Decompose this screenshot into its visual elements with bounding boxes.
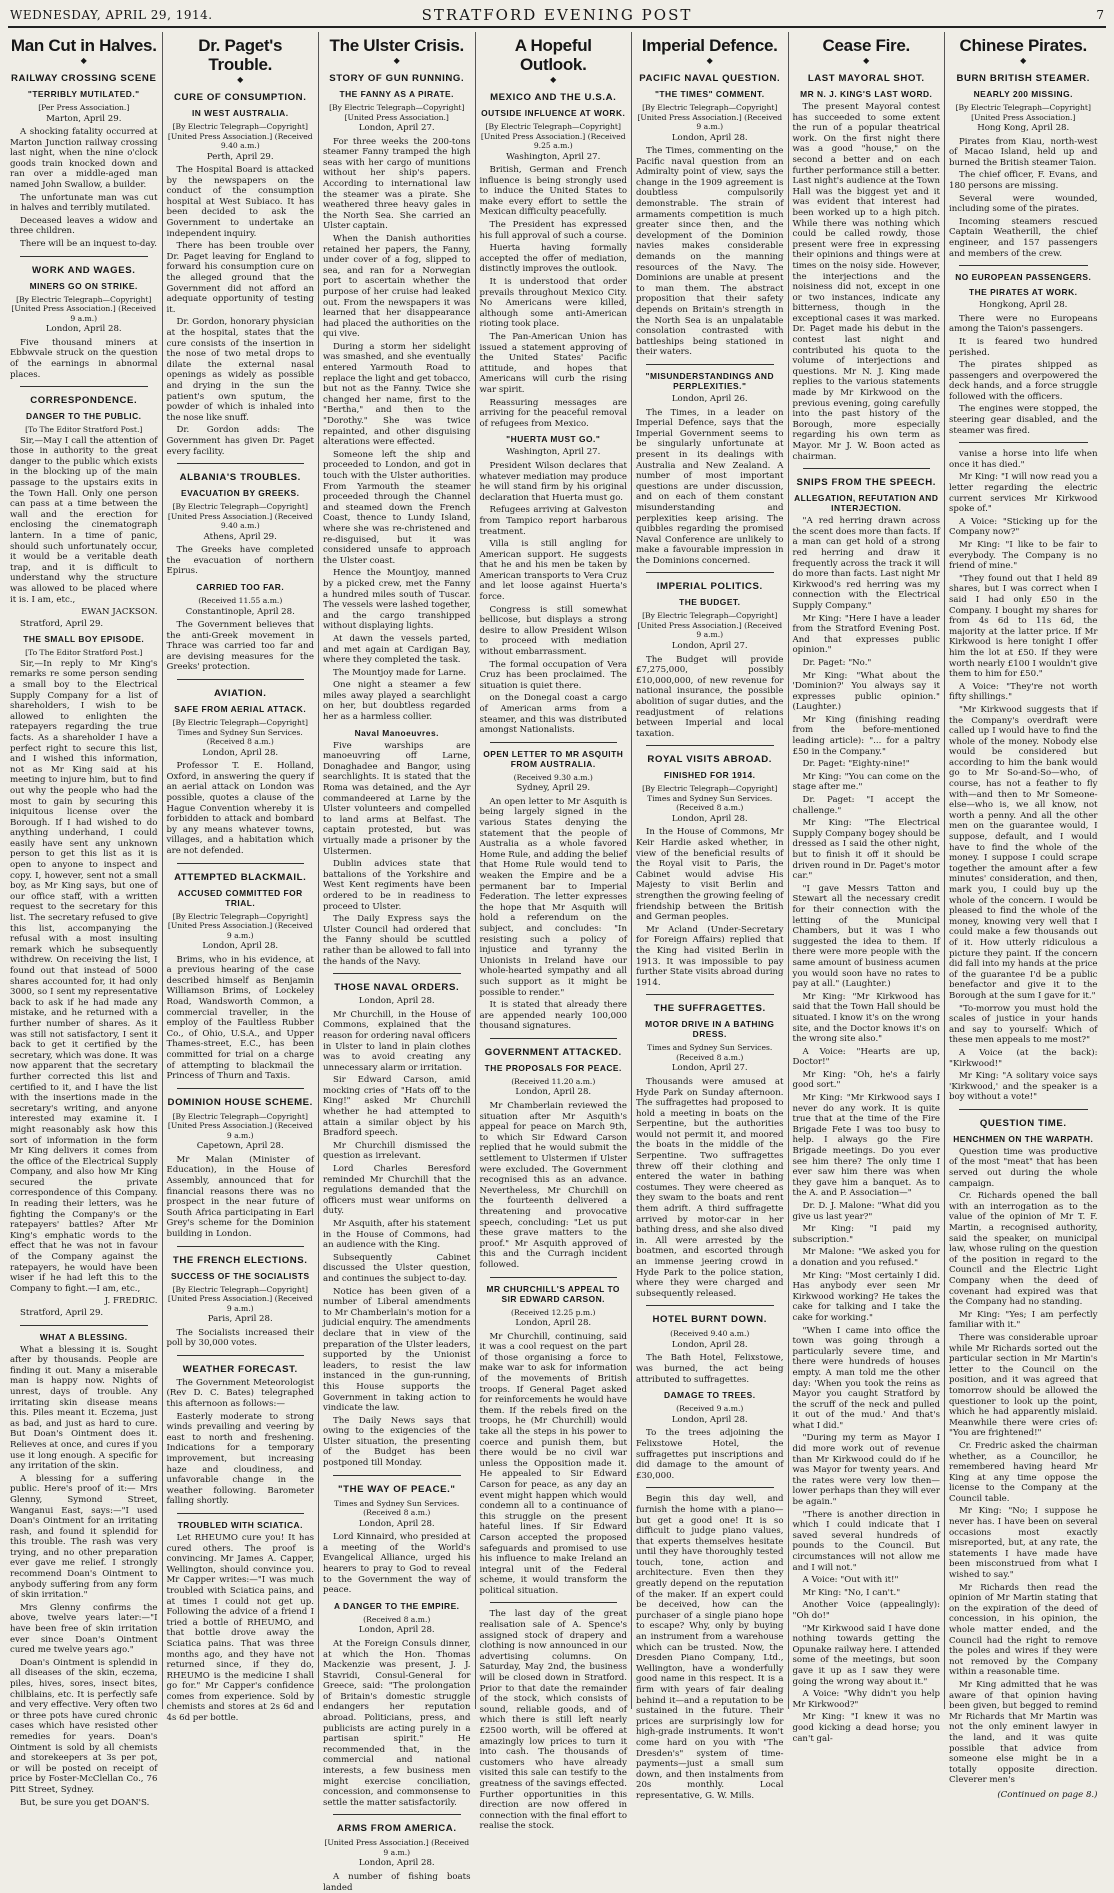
paragraph: "During my term as Mayor I did more work out of revenue than Mr Kirkwood could do if he was Mayor for twenty years. And the rates were very low then—lower perhaps than they will ever be again.": [792, 1433, 940, 1508]
paragraph: Dublin advices state that battalions of the Yorkshire and West Kent regiments have been ordered to be in readiness to proceed to Ulster.: [323, 859, 471, 912]
paragraph: Lord Kinnaird, who presided at a meeting of the World's Evangelical Alliance, urged his hearers to pray to God to reveal to the Government the way of peace.: [323, 1532, 471, 1596]
dateline: Paris, April 28.: [207, 1314, 273, 1325]
paragraph: Mr King admitted that he was aware of that opinion having been given, but begged to remind Mr Richards that Mr Martin was not the only eminent lawyer in the land, and it was quite possible that advice from someone else might be in a totally opposite direction. Cleverer men's: [949, 1679, 1098, 1786]
news-credit: (Received 9 a.m.): [676, 1404, 744, 1414]
dateline: London, April 28.: [358, 1518, 435, 1529]
article-headline: Cease Fire.: [822, 36, 910, 55]
ornament: ◆: [393, 56, 400, 65]
paragraph: Refugees arriving at Galveston from Tampico report harbarous treatment.: [479, 505, 627, 537]
dateline: Perth, April 29.: [206, 151, 274, 162]
divider: [646, 572, 774, 573]
column-3: [319, 32, 476, 1893]
divider: [177, 1246, 305, 1247]
news-credit: [By Electric Telegraph—Copyright] [United Press Association.] (Received 9.25 a.m.): [480, 122, 626, 150]
masthead: [8, 4, 1106, 28]
signature: EWAN JACKSON.: [81, 607, 158, 618]
divider: [177, 1355, 305, 1356]
column-1: [6, 32, 163, 1808]
paragraph: To the trees adjoining the Felixstowe Hotel, the suffragettes put inscriptions and did damage to the amount of £30,000.: [636, 1428, 784, 1481]
column-7: [945, 32, 1102, 1800]
paragraph: Begin this day well, and furnish the home with a piano—but get a good one! It is so difficult to judge piano values, that experts themselves hesitate until they have thoroughly tested touch, tone, action and architecture. Even then they greatly depend on the reputation of the maker. If an expert could be deceived, how can the purchaser of a single piano hope to escape? Why, only by buying an instrument from a warehouse which can be trusted. Now, the Dresden Piano Company, Ltd., Wellington, have a wonderfully good name in this respect. It is a firm with years of fair dealing behind it—and a reputation to be sustained in the future. Their prices are surprisingly low for high-grade instruments. It won't come hard on you with "The Dresden's" system of time-payments—just a small sum down, and then instalments from 20s monthly. Local representative, G. W. Mills.: [636, 1494, 784, 1801]
paragraph: Mr King: "Yes; I am perfectly familiar with it.": [949, 1309, 1098, 1331]
paragraph: A Voice: "Sticking up for the Company now?": [949, 516, 1098, 538]
news-credit: Times and Sydney Sun Services. (Received 8 a.m.): [647, 1043, 773, 1062]
column-5: [632, 32, 789, 1801]
paragraph: But, be sure you get DOAN'S.: [20, 1797, 150, 1808]
ornament: ◆: [863, 56, 870, 65]
subheading: "TERRIBLY MUTILATED.": [27, 89, 140, 99]
ornament: ◆: [80, 56, 87, 65]
paragraph: In the House of Commons, Mr Keir Hardie asked whether, in view of the beneficial results of the Royal visit to Paris, the Cabinet would advise His Majesty to visit Berlin and strengthen the growing feeling of friendship between the British and German peoples.: [636, 827, 784, 923]
divider: [177, 679, 305, 680]
paragraph: The Times, in a leader on Imperial Defence, says that the Imperial Government seems to be singularly unfortunate at present in its dealings with Australia and New Zealand. A number of most important questions are under discussion, and on each of them constant misunderstanding and perplexities keep arising. The quibbles regarding the promised Naval Conference are unlikely to make a favourable impression in the Dominions concerned.: [636, 407, 784, 566]
paragraph: Question time was productive of the most "meat" that has been served out during the whole campaign.: [949, 1146, 1098, 1189]
section-heading: QUESTION TIME.: [979, 1117, 1067, 1129]
paragraph: "There is another direction in which I could indicate that I saved several hundreds of pounds to the Council. But circumstances will not allow me and I will not.": [792, 1509, 940, 1573]
news-credit: [By Electric Telegraph—Copyright] [United Press Association.] (Received 9 a.m.): [167, 911, 313, 940]
paragraph: The President has expressed his full approval of such a course.: [479, 220, 627, 241]
dateline: London, April 28.: [671, 132, 748, 143]
news-credit: [By Electric Telegraph—Copyright] [United Press Association.] (Received 9 a.m.): [167, 1111, 313, 1140]
paragraph: A Voice: "Out with it!": [802, 1575, 899, 1586]
dateline: London, April 28.: [358, 1858, 435, 1869]
column-6: [789, 32, 946, 1744]
paragraph: The Pan-American Union has issued a statement approving of the United States' Pacific attitude, and hopes that Americans will curb the rising war spirit.: [479, 332, 627, 395]
paragraph: At the Foreign Consuls dinner, at which the Hon. Thomas Mackenzie was present, J. J. Stavridi, Consul-General for Greece, said: "The prolongation of Britain's domestic struggle endangers her reputation abroad. Politicians, press, and publicists are acting purely in a partisan spirit." He recommended that, in the commercial and national interests, a few business men might exercise conciliation, concession, and commonsense to settle the matter satisfactorily.: [323, 1638, 471, 1808]
news-credit: [By Electric Telegraph—Copyright] [United Press Association.] (Received 9 a.m.): [167, 1284, 313, 1313]
subheading: WHAT A BLESSING.: [39, 1331, 128, 1342]
paragraph: "I gave Messrs Tatton and Stewart all the necessary credit for their connection with the letting of the Municipal Chambers, but it was I who suggested the idea to them. If there were more people with the same amount of business acumen you would soon have no rates to pay at all." (Laughter.): [792, 883, 940, 990]
subheading: "THE TIMES" COMMENT.: [654, 89, 765, 99]
paragraph: What a blessing it is. Sought after by thousands. People are finding it out. Many a miserable man is happy now. Nights of unrest, days of trouble. Any irritating skin disease means this. Piles meant it. Eczema, just as bad, and just as hard to cure. But Doan's Ointment does it. Relieves at once, and cures if you use it long enough. A specific for any irritation of the skin.: [10, 1344, 158, 1472]
divider: [20, 1325, 148, 1326]
paragraph: Mr King: "No; I suppose he never has. I have been on several occasions most exactly misreported, but, at any rate, the statements I have made have been misconstrued from what I wished to say.": [949, 1506, 1098, 1581]
news-credit: [By Electric Telegraph—Copyright] [United Press Association.]: [955, 103, 1091, 122]
subheading: NEARLY 200 MISSING.: [973, 89, 1073, 99]
paragraph: Dr. D. J. Malone: "What did you give us last year?": [792, 1201, 940, 1222]
divider: [490, 742, 618, 743]
news-credit: [By Electric Telegraph—Copyright] [United Press Association.] (Received 9 a.m.): [637, 103, 783, 131]
paragraph: Mr King: "I like to be fair to everybody. The Company is no friend of mine.": [949, 540, 1098, 572]
subheading: OUTSIDE INFLUENCE AT WORK.: [481, 108, 626, 118]
paragraph: The Times, commenting on the Pacific naval question from an Admiralty point of view, says the change in the 1909 agreement is doubtless compulsorily demonstrable. The strain of armaments competition is much greater since then, and the development of the Dominion navies makes considerable demands on the manning resources of the Navy. The Dominions are unable at present to man them. The abstract proposition that their safety depends on Britain's strength in the North Sea is an unpalatable consolation contrasted with battleships being stationed in their waters.: [636, 146, 784, 358]
divider: [333, 973, 461, 974]
paragraph: Sir Edward Carson, amid mocking cries of "Hats off to the King!" asked Mr Churchill whether he had attempted to attain a similar object by his Bradford speech.: [323, 1075, 471, 1139]
section-heading: ALBANIA'S TROUBLES.: [179, 472, 301, 484]
paragraph: A blessing for a suffering public. Here's proof of it:— Mrs Glenny, Symond Street, Wanganui East, says:—"I used Doan's Ointment for an irritating rash, and found it splendid for this trouble. The rash was very trying, and no other preparation ever gave me relief. I strongly recommend Doan's Ointment to anybody suffering from any form of skin irritation.": [10, 1473, 158, 1601]
subheading: "MISUNDERSTANDINGS AND PERPLEXITIES.": [645, 370, 774, 391]
paragraph: There were no Europeans among the Taion's passengers.: [949, 313, 1098, 335]
news-credit: (Received 11.20 a.m.): [511, 1076, 596, 1086]
paragraph: Hence the Mountjoy, manned by a picked crew, met the Fanny a hundred miles south of Tuscar. The vessels were lashed together, and the cargo transhipped without displaying lights.: [323, 568, 471, 632]
dateline: London, April 27.: [671, 640, 748, 651]
continuation-note: (Continued on page 8.): [997, 1789, 1098, 1800]
dateline: Washington, April 27.: [506, 447, 601, 458]
paragraph: Mr King: "Most certainly I did. Has anybody ever seen Mr Kirkwood working? He takes the cake for talking and I take the cake for working.": [792, 1270, 940, 1323]
divider: [333, 1814, 461, 1815]
article-headline: Man Cut in Halves.: [10, 36, 157, 55]
paragraph: vanise a horse into life when once it has died.": [949, 449, 1098, 470]
subheading: OPEN LETTER TO MR ASQUITH FROM AUSTRALIA.: [483, 748, 624, 769]
news-credit: (Received 9.30 a.m.): [513, 772, 593, 782]
ornament: ◆: [706, 56, 713, 65]
paragraph: A Voice: "Why didn't you help Mr Kirkwood?": [792, 1689, 940, 1710]
divider: [646, 994, 774, 995]
divider: [646, 745, 774, 746]
paragraph: Brims, who in his evidence, at a previous hearing of the case described himself as Benjamin Williamson Brims, of Lockeley Road, Wandsworth Common, a commercial traveller, in the employ of the Faultless Rubber Co., of Ohio, U.S.A., and Upper Thames-street, E.C., has been committed for trial on a charge of attempting to blackmail the Princess of Thurn and Taxis.: [166, 954, 314, 1082]
section-heading: RAILWAY CROSSING SCENE: [11, 73, 157, 84]
news-credit: (Received 9.40 a.m.): [670, 1329, 750, 1339]
section-heading: WORK AND WAGES.: [31, 264, 136, 276]
subheading: SUCCESS OF THE SOCIALISTS: [170, 1270, 310, 1281]
paragraph: Cr. Richards opened the ball with an interrogation as to the value of the opinion of Mr T. F. Martin, a recognised authority, said the speaker, on municipal law, whose ruling on the question of the position in regard to the Council and the Electric Light Company when the deed of covenant had expired was that the Company had no standing.: [949, 1191, 1098, 1308]
dateline: London, April 28.: [45, 324, 122, 335]
divider: [959, 265, 1088, 266]
dateline: London, April 26.: [671, 393, 748, 404]
subheading: SAFE FROM AERIAL ATTACK.: [174, 704, 307, 715]
divider: [177, 1088, 305, 1089]
paragraph: The unfortunate man was cut in halves and terribly mutilated.: [10, 192, 158, 214]
section-heading: THE FRENCH ELECTIONS.: [172, 1254, 308, 1266]
paragraph: The Daily Express says the Ulster Council had ordered that the Fanny should be scuttled rather than be allowed to fall into the hands of the Navy.: [323, 914, 471, 967]
subheading: HENCHMEN ON THE WARPATH.: [953, 1133, 1094, 1144]
paragraph: A Voice (at the back): "Kirkwood!": [949, 1047, 1098, 1069]
paragraph: "Mr Kirkwood suggests that if the Company's overdraft were called up I would have to find the whole of the money. Nobody else would be considered but according to him the bank would go to Mr So-and-So—who, of course, has not a feather to fly with—and then to Mr Someone-else—who is, we all know, not worth a penny. And all the other men on the guarantee would, I suppose, default, and I would have to find the whole of the money. I suppose I could scrape together the amount after a few minutes' consideration, and then, mark you, I could buy up the whole of the concern. I would be pleased to find the whole of the money, knowing very well that I could make a few thousands out of it. How utterly ridiculous a picture they paint. If the concern did fall into my hands at the price of the guarantee I'd be a public benefactor and give it to the Borough at the sum I gave for it.": [949, 704, 1098, 1001]
news-credit: [To The Editor Stratford Post.]: [25, 648, 143, 658]
section-heading: SNIPS FROM THE SPEECH.: [796, 477, 937, 489]
paragraph: The Daily News says that owing to the exigencies of the Ulster situation, the presenting of the Budget has been postponed till Monday.: [323, 1415, 471, 1469]
paragraph: Professor T. E. Holland, Oxford, in answering the query if an aerial attack on London was possible, quotes a clause of the Hague Convention whereby it is forbidden to attack and bombard by any means whatever towns, villages, and a habitation which are not defended.: [166, 761, 314, 856]
paragraph: Mr King (finishing reading from the before-mentioned leading article): "... for a paltry £50 in the Company.": [792, 714, 940, 757]
subheading: TROUBLED WITH SCIATICA.: [177, 1519, 303, 1530]
paragraph: Dr. Paget: "Eighty-nine!": [802, 759, 910, 770]
paragraph: One night a steamer a few miles away played a searchlight on her, but doubtless regarded her as a harmless collier.: [323, 680, 471, 723]
paragraph: Mr King: "What about the 'Dominion?' You always say it expresses public opinion." (Laughter.): [792, 670, 940, 713]
dateline: London, April 27.: [358, 123, 435, 133]
paragraph: For three weeks the 200-tons steamer Fanny tramped the high seas with her cargo of munitions without her ship's papers. According to international law the steamer was a pirate. She weathered three heavy gales in the North Sea. She carried an Ulster captain.: [323, 136, 471, 232]
paragraph: The pirates shipped as passengers and overpowered the deck hands, and a force struggle followed with the officers.: [949, 360, 1098, 402]
paragraph: The present Mayoral contest has succeeded to some extent the run of a popular theatrical work. On the first night there was a good "house," on the second a better and on each further performance still a better. Last night's audience at the Town Hall was the biggest yet and it was evident that interest had been worked up to a high pitch. While there was nothing which could be called rowdy, those present were free in expressing their opinions and things were at times on the noisy side. However, the interjections and the noisiness did not, except in one or two instances, indicate any bitterness, though in the exceptional cases it was marked. Dr. Paget made his debut in the contest last night and contributed his quota to the volume of interjections and questions. Mr N. J. King made replies to the various statements made by Mr Kirkwood on the previous evening, going carefully into the past history of the Borough, more especially regarding his own term as Mayor. Mr J. W. Boon acted as chairman.: [792, 102, 941, 462]
paragraph: When the Danish authorities retained her papers, the Fanny, under cover of a fog, slipped to sea, and ran for a Norwegian port to ascertain whether the purpose of her cruise had leaked out. From the newspapers it was learned that her disappearance had placed the authorities on the qui vive.: [323, 233, 471, 340]
paragraph: Reassuring messages are arriving for the peaceful removal of refugees from Mexico.: [479, 397, 627, 429]
subheading: ACCUSED COMMITTED FOR TRIAL.: [177, 887, 303, 908]
subheading: THE BUDGET.: [679, 597, 741, 608]
dateline: Hongkong, April 28.: [979, 300, 1068, 311]
section-heading: AVIATION.: [214, 688, 267, 700]
article-headline: Chinese Pirates.: [959, 36, 1087, 55]
paragraph: "When I came into office the town was going through a particularly severe time, and there were hundreds of houses empty. A man told me the other day: 'When you took the reins as Mayor you caught Stratford by the scruff of the neck and pulled it out of the mud.' And that's what I did.": [792, 1325, 940, 1431]
news-credit: [By Electric Telegraph—Copyright] [United Press Association.] (Received 9 a.m.): [11, 294, 157, 323]
dateline: London, April 28.: [671, 1339, 748, 1350]
paragraph: Mr King: "I will now read you a letter regarding the electric current services Mr Kirkwood spoke of.": [949, 472, 1098, 515]
paragraph: Someone left the ship and proceeded to London, and got in touch with the Ulster authorities. From Yarmouth the steamer proceeded through the Channel and steamed down the French Coast, thence to Lundy Island, where she was re-christened and re-disguised, but it was considered unsafe to approach the Ulster coast.: [323, 449, 471, 566]
paragraph: Stratford, April 29.: [20, 1308, 104, 1318]
subheading: MR CHURCHILL'S APPEAL TO SIR EDWARD CARSON.: [486, 1283, 620, 1304]
paragraph: "A red herring drawn across the scent does more than facts. If a man can get hold of a strong red herring and draw it frequently across the track it will do more than facts. Last night Mr Kirkwood's red herring was my connection with the Electrical Supply Company.": [792, 516, 940, 611]
paragraph: The Government Meteorologist (Rev D. C. Bates) telegraphed this afternoon as follows:—: [166, 1377, 314, 1410]
section-heading: IMPERIAL POLITICS.: [656, 581, 763, 593]
section-heading: STORY OF GUN RUNNING.: [329, 73, 465, 84]
dateline: Constantinople, April 28.: [185, 606, 295, 617]
paragraph: Dr. Gordon adds: The Government has given Dr. Paget every facility.: [166, 425, 314, 457]
paragraph: A shocking fatality occurred at Marton Junction railway crossing last night, when the nine o'clock goods train knocked down and ran over a middle-aged man named John Swallow, a builder.: [10, 127, 158, 191]
news-credit: Times and Sydney Sun Services. (Received 8 a.m.): [334, 1498, 460, 1518]
paragraph: The Budget will provide £7,275,000, possibly £10,000,000, of new revenue for national insurance, the possible abolition of sugar duties, and the readjustment of relations between Imperial and local taxation.: [636, 654, 784, 739]
paragraph: It is feared two hundred perished.: [949, 336, 1098, 358]
paragraph: Mr King: "Oh, he's a fairly good sort.": [792, 1069, 940, 1091]
paragraph: Subsequently Cabinet discussed the Ulster question, and continues the subject to-day.: [323, 1252, 471, 1284]
paragraph: There was considerable uproar while Mr Richards sorted out the particular section in Mr Martin's letter to the Council on the position, and it was agreed that tomorrow should be allowed the questioner to look up the point, which he had apparently mislaid. Meanwhile there were cries of: "You are frightened!": [949, 1332, 1098, 1439]
dateline: Capetown, April 28.: [196, 1141, 284, 1152]
paragraph: A Voice: "Hearts are up, Doctor!": [792, 1046, 940, 1068]
paragraph: Five thousand miners at Ebbwvale struck on the question of the earnings in abnormal places.: [10, 337, 158, 380]
dateline: London, April 28.: [515, 1318, 592, 1329]
news-credit: [By Electric Telegraph—Copyright] Times and Sydney Sun Services. (Received 8 a.m.): [172, 718, 308, 747]
paragraph: Thousands were amused at Hyde Park on Sunday afternoon. The suffragettes had proposed to hold a meeting in boats on the Serpentine, but the authorities would not permit it, and moored the boats in the middle of the Serpentine. Two suffragettes threw off their clothing and entered the water in bathing costumes. They were cheered as they swam to the boats and rent them adrift. A third suffragette arrived by motor-car in her bathing dress, and she also dived in. All were arrested by the boatmen, and escorted through an immense jeering crowd in Hyde Park to the police station, where they were charged and subsequently released.: [636, 1076, 784, 1299]
subheading: EVACUATION BY GREEKS.: [181, 488, 300, 499]
news-credit: (Received 12.25 p.m.): [511, 1307, 596, 1317]
paragraph: The Mountjoy made for Larne.: [333, 667, 467, 678]
paragraph: The Government believes that the anti-Greek movement in Thrace was carried too far and are devising measures for the Greeks' protection.: [166, 620, 314, 673]
paragraph: The chief officer, F. Evans, and 180 persons are missing.: [949, 170, 1098, 191]
divider: [20, 386, 148, 387]
paragraph: "To-morrow you must hold the scales of justice in your hands and say to yourself: Which of these men appeals to me most?": [949, 1003, 1098, 1046]
columns: [6, 32, 1108, 1893]
paragraph: Mr Malone: "We asked you for a donation and you refused.": [792, 1247, 940, 1268]
paragraph: Huerta having formally accepted the offer of mediation, distinctly improves the outlook.: [479, 243, 627, 275]
dateline: London, April 28.: [358, 1625, 435, 1636]
paragraph: Let RHEUMO cure you! It has cured others. The proof is convincing. Mr James A. Capper, Wellington, should convince you. Mr Capper writes:—"I was much troubled with Sciatica pains, and at times I could not get up. Following the advice of a friend I tried a bottle of RHEUMO, and that bottle drove away the Sciatica pains. That was three months ago, and they have not returned since, if they do, RHEUMO is the medicine I shall go for." Mr Capper's confidence comes from experience. Sold by chemists and stores at 2s 6d and 4s 6d per bottle.: [166, 1532, 314, 1724]
section-heading: WEATHER FORECAST.: [182, 1363, 298, 1375]
section-heading: CURE OF CONSUMPTION.: [174, 92, 307, 103]
divider: [177, 463, 305, 464]
subheading: "HUERTA MUST GO.": [506, 434, 601, 445]
news-credit: [Per Press Association.]: [38, 103, 130, 112]
subheading: THE FANNY AS A PIRATE.: [339, 89, 454, 99]
paragraph: Mr King: "A solitary voice says 'Kirkwood,' and the speaker is a boy without a vote!": [949, 1071, 1098, 1103]
paragraph: Stratford, April 29.: [20, 618, 104, 629]
paragraph: The Bath Hotel, Felixstowe, was burned, the act being attributed to suffragettes.: [636, 1353, 784, 1385]
section-heading: LAST MAYORAL SHOT.: [807, 73, 925, 84]
paragraph: Dr. Paget: "No.": [802, 657, 872, 668]
article-headline: A Hopeful Outlook.: [514, 36, 592, 74]
section-heading: GOVERNMENT ATTACKED.: [484, 1046, 622, 1058]
paragraph: The Greeks have completed the evacuation of northern Epirus.: [166, 545, 314, 577]
paragraph: It is understood that order prevails throughout Mexico City. No Americans were killed, although some anti-American rioting took place.: [479, 277, 627, 330]
section-heading: HOTEL BURNT DOWN.: [652, 1314, 767, 1326]
divider: [177, 863, 305, 864]
dateline: Hong Kong, April 28.: [977, 123, 1070, 133]
newspaper-title: STRATFORD EVENING POST: [421, 6, 693, 24]
paragraph: Mr Richards then read the opinion of Mr Martin stating that on the expiration of the deed of concession, in his opinion, the whole matter ended, and the Council had the right to remove the poles and wires if they were not removed by the Company within a reasonable time.: [949, 1582, 1098, 1678]
paragraph: Easterly moderate to strong winds prevailing and veering by east to north and freshening. Indications for a temporary improvement, but increasing haze and cloudiness, and unfavorable change in the weather following. Barometer falling shortly.: [166, 1411, 314, 1507]
section-heading: THE SUFFRAGETTES.: [653, 1003, 766, 1015]
dateline: Washington, April 27.: [506, 151, 601, 162]
section-heading: DOMINION HOUSE SCHEME.: [167, 1096, 313, 1108]
section-heading: PACIFIC NAVAL QUESTION.: [639, 73, 781, 84]
paragraph: Mr King: "No, I can't.": [802, 1587, 901, 1598]
subheading: NO EUROPEAN PASSENGERS.: [955, 272, 1092, 283]
paragraph: Mr Malan (Minister of Education), in the House of Assembly, announced that for financial reasons there was no prospect in the near future of South Africa participating in Earl Grey's scheme for the Dominion building in London.: [166, 1154, 314, 1239]
paragraph: Pirates from Kiau, north-west of Macao Island, held up and burned the British steamer Taion.: [949, 136, 1098, 168]
paragraph: Mr Acland (Under-Secretary for Foreign Affairs) replied that the King had visited Berlin in 1913. It was impossible to pay further State visits abroad during 1914.: [636, 924, 784, 988]
divider: [803, 468, 931, 469]
paragraph: Sir,—In reply to Mr King's remarks re some person sending a small boy to the Electrical Supply Company for a list of shareholders, I wish to be allowed to enlighten the ratepayers regarding the true facts. As a shareholder I have a perfect right to secure this list, and I wished this information, not as Mr King said at his meeting to injure him, but to find out why the people who had the most to gain by securing this iniquitous license over the Borough. If I had wished to do anything underhand, I could easily have sent any unknown person to get this list as it is open to anyone to inspect and copy. I, however, sent not a small boy, as Mr King says, but one of our office staff, with a written request to the secretary for this list. The secretary refused to give this list, accompanying the refusal with a most insulting remark which he subsequently withdrew. On receiving the list, I found out that instead of 5000 shares accounted for, it had only 3000, so I sent my representative back to ask if he had made any mistake, and he returned with a further number of shares. As it was still not satisfactory, I sent it back to get it certified by the secretary, which was done. It was now apparent that the secretary further corrected this list and certified to it, and I have the list with the insertions made in the secretary's writing, and anyone interested may examine it. I might reasonably ask how this sort of information in the form Mr King delivers it comes from the office of the Electrical Supply Company, and also how Mr King secured the private correspondence of this Company. In reading their letters, was he fighting the Company's or the ratepayers' battles? After Mr King's emphatic words to the effect that he was not in favour of the Company against the ratepayers, he would have been wiser if he had left this to the Company to fight.—I am, etc.,: [10, 658, 158, 1294]
paragraph: Mr King: "You can come on the stage after me.": [792, 771, 940, 793]
subheading: MOTOR DRIVE IN A BATHING DRESS.: [645, 1019, 775, 1040]
paragraph: Mr King: "Mr Kirkwood has said that the Town Hall should be situated. I know it's on the wrong site, and the Doctor knows it's on the wrong site also.": [792, 991, 940, 1045]
paragraph: Mr Churchill, continuing, said it was a cool request on the part of those organising a force to make war to ask for information of the movements of British troops. If General Paget asked for reinforcements he would have them. If the rebels fired on the troops, he (Mr Churchill) would take all the steps in his power to coerce and punish them, but there would be no civil war unless the Opposition made it. He appealed to Sir Edward Carson for peace, as any day an event might happen which would condemn all to a continuance of this struggle on the present hateful lines. If Sir Edward Carson accepted the proposed safeguards and promised to use his influence to make Ireland an integral unit of the Federal scheme, it would transform the political situation.: [479, 1331, 627, 1596]
news-credit: [By Electric Telegraph—Copyright] [United Press Association.] (Received 9.40 a.m.): [167, 502, 313, 531]
paragraph: Dr. Paget: "I accept the challenge.": [792, 795, 940, 816]
news-credit: [To The Editor Stratford Post.]: [25, 425, 143, 435]
paragraph: "Mr Kirkwood said I have done nothing towards getting the Opunake railway here. I attended some of the meetings, but soon gave it up as I saw they were going the wrong way about it.": [792, 1623, 940, 1687]
ornament: ◆: [1020, 56, 1027, 65]
paragraph: Mr King: "The Electrical Supply Company bogey should be dressed as I said the other night, but to finish it off it should be driven round in Dr. Paget's motor car.": [792, 818, 940, 882]
subheading: THE SMALL BOY EPISODE.: [23, 634, 145, 645]
subheading: ALLEGATION, REFUTATION AND INTERJECTION.: [794, 493, 939, 514]
subheading: FINISHED FOR 1914.: [664, 770, 756, 781]
paragraph: Congress is still somewhat bellicose, but displays a strong desire to allow President Wilson to proceed with mediation without embarrassment.: [479, 604, 627, 658]
paragraph: The Socialists increased their poll by 30,000 votes.: [166, 1327, 314, 1349]
dateline: Sydney, April 29.: [516, 783, 591, 794]
subheading: THE PROPOSALS FOR PEACE.: [484, 1062, 622, 1073]
article-headline: Dr. Paget's Trouble.: [198, 36, 283, 74]
subheading: MR N. J. KING'S LAST WORD.: [800, 89, 933, 99]
paragraph: The formal occupation of Vera Cruz has been proclaimed. The situation is quiet there.: [479, 659, 627, 691]
news-credit: [By Electric Telegraph—Copyright] [United Press Association.]: [329, 103, 465, 122]
dateline: London, April 28.: [671, 813, 748, 824]
news-credit: [United Press Association.] (Received 9 a.m.): [324, 1838, 470, 1857]
paragraph: Five warships are manoeuvring off Larne, Donaghadee and Bangor, using searchlights. It is stated that the Roma was detained, and the Ayr commandeered at Larne by the Ulster volunteers and compelled to land arms at Belfast. The captain protested, but was virtually made a prisoner by the Ulstermen.: [323, 740, 471, 857]
paragraph: Mr Chamberlain reviewed the situation after Mr Asquith's appeal for peace on March 9th, to which Sir Edward Carson replied that he would submit the settlement to Ulstermen if Ulster were excluded. The Government recognised this as an advance. Nevertheless, Mr Churchill on the fourteenth delivered a threatening and provocative speech, concluding: "Let us put these grave matters to the proof." Mr Asquith approved of this and the Curragh incident followed.: [479, 1101, 627, 1270]
divider: [177, 1513, 305, 1514]
section-heading: CORRESPONDENCE.: [30, 395, 138, 407]
divider: [959, 1109, 1088, 1110]
issue-date: WEDNESDAY, APRIL 29, 1914.: [10, 8, 213, 22]
paragraph: Mrs Glenny confirms the above, twelve years later:—"I have been free of skin irritation ever since Doan's Ointment cured me twelve years ago.": [10, 1602, 158, 1656]
paragraph: Doan's Ointment is splendid in all diseases of the skin, eczema, piles, hives, sores, insect bites, chilblains, etc. It is perfectly safe and very effective. Very often two or three pots have cured chronic cases which have resisted other remedies for years. Doan's Ointment is sold by all chemists and storekeepers at 3s per pot, or will be posted on receipt of price by Foster-McClellan Co., 76 Pitt Street, Sydney.: [10, 1657, 158, 1795]
subheading: Naval Manoeuvres.: [354, 727, 439, 738]
paragraph: Another Voice (appealingly): "Oh do!": [792, 1600, 940, 1621]
section-heading: THOSE NAVAL ORDERS.: [334, 982, 460, 994]
section-heading: "THE WAY OF PEACE.": [337, 1483, 456, 1495]
paragraph: The engines were stopped, the steering gear disabled, and the steamer was fired.: [949, 404, 1098, 436]
subheading: DANGER TO THE PUBLIC.: [25, 411, 142, 422]
section-heading: BURN BRITISH STEAMER.: [956, 73, 1091, 84]
paragraph: During a storm her sidelight was smashed, and she eventually entered Yarmouth Road to replace the light and get tobacco, but not as the Fanny. Twice she changed her name, first to the "Bertha," and then to the "Dorothy." She was twice repainted, and other disguising alterations were effected.: [323, 341, 471, 448]
divider: [646, 1487, 774, 1488]
paragraph: Incoming steamers rescued Captain Weatherill, the chief engineer, and 157 passengers and members of the crew.: [949, 216, 1098, 259]
paragraph: Several were wounded, including some of the pirates.: [949, 193, 1098, 215]
paragraph: There has been trouble over Dr. Paget leaving for England to forward his consumption cure on the alleged ground that the Government did not afford an adequate opportunity of testing it.: [166, 241, 314, 315]
paragraph: on the Donegal coast a cargo of American arms from a steamer, and this was distributed amongst Nationalists.: [479, 693, 627, 736]
dateline: London, April 28.: [202, 747, 279, 758]
paragraph: Mr King: "I paid my subscription.": [792, 1224, 940, 1245]
paragraph: A number of fishing boats landed: [323, 1872, 471, 1893]
paragraph: The Hospital Board is attacked by the newspapers on the conduct of the consumption hospital at West Subiaco. It has been decided to ask the Government to undertake an independent inquiry.: [166, 165, 314, 239]
paragraph: "They found out that I held 89 shares, but I was correct when I said I had only £50 in the Company. I bought my shares for from 4s 6d to 11s 6d, the majority at the latter price. If Mr Kirkwood is here tonight I offer him the lot at £50. If they were worth nearly £100 I wouldn't give them to him for £50.": [949, 573, 1098, 680]
news-credit: (Received 11.55 a.m.): [198, 596, 283, 605]
subheading: THE PIRATES AT WORK.: [969, 287, 1078, 298]
news-credit: [By Electric Telegraph—Copyright] Times and Sydney Sun Services. (Received 8 a.m.): [642, 784, 778, 813]
signature: J. FREDRIC.: [104, 1296, 158, 1307]
paragraph: Deceased leaves a widow and three children.: [10, 215, 158, 237]
paragraph: Cr. Fredric asked the chairman whether, as a Councillor, he remembered having heard Mr King at any time oppose the license to the Company at the Council table.: [949, 1440, 1098, 1504]
news-credit: [By Electric Telegraph—Copyright] [United Press Association.] (Received 9 a.m.): [637, 611, 783, 640]
divider: [646, 364, 774, 365]
dateline: Athens, April 29.: [203, 531, 277, 542]
section-heading: ROYAL VISITS ABROAD.: [647, 754, 773, 766]
dateline: London, April 27.: [671, 1063, 748, 1074]
column-4: [476, 32, 633, 1832]
dateline: London, April 28.: [515, 1087, 592, 1098]
paragraph: A Voice: "They're not worth fifty shillings.": [949, 681, 1098, 703]
paragraph: It is stated that already there are appended nearly 100,000 thousand signatures.: [479, 1000, 627, 1032]
paragraph: Lord Charles Beresford reminded Mr Churchill that the regulations demanded that the officers must wear uniforms on duty.: [323, 1164, 471, 1217]
dateline: London, April 28.: [202, 941, 279, 951]
paragraph: Dr. Gordon, honorary physician at the hospital, states that the cure consists of the insertion in the nose of two metal drops to dilate the external nasal openings as widely as possible and drying in the sun the patient's own sputum, the powder of which is inhaled into the nose like snuff.: [166, 317, 314, 423]
paragraph: Mr King: "Here I have a leader from the Stratford Evening Post. And that expresses public opinion.": [792, 613, 940, 656]
paragraph: There will be an inquest to-day.: [20, 239, 157, 250]
paragraph: The last day of the great realisation sale of A. Spence's assigned stock of drapery and clothing is now announced in our advertising columns. On Saturday, May 2nd, the business will be closed down in Stratford. Prior to that date the remainder of the stock, which consists of sound, reliable goods, and of which there is still left nearly £2500 worth, will be offered at amazingly low prices to turn it into cash. The thousands of customers who have already visited this sale can testify to the greatness of the savings effected. Further opportunities in this direction are now offered in connection with the final effort to realise the stock.: [479, 1609, 627, 1832]
subheading: CARRIED TOO FAR.: [196, 582, 285, 592]
subheading: MINERS GO ON STRIKE.: [29, 280, 138, 291]
divider: [490, 1602, 618, 1603]
divider: [20, 256, 148, 257]
article-headline: Imperial Defence.: [641, 36, 778, 55]
dateline: London, April 28.: [358, 996, 435, 1007]
dateline: London, April 28.: [671, 1414, 748, 1425]
paragraph: Notice has been given of a number of Liberal amendments to Mr Chamberlain's motion for a judicial enquiry. The amendments declare that in view of the preparation of the Ulster leaders, supported by the Unionist leaders, to resist the law instanced in the gun-running, this House supports the Government in taking action to vindicate the law.: [323, 1286, 471, 1414]
divider: [959, 442, 1088, 443]
section-heading: MEXICO AND THE U.S.A.: [490, 92, 617, 103]
section-heading: ARMS FROM AMERICA.: [336, 1823, 457, 1835]
paragraph: An open letter to Mr Asquith is being largely signed in the various States denying the statement that the people of Australia as a whole favored Home Rule, and adding the belief that Home Rule would tend to weaken the Empire and be a permanent bar to Imperial Federation. The letter expresses the hope that Mr Asquith will hold a referendum on the subject, and concludes: "In resisting such a policy of injustice and tyranny the Unionists in Ireland have our whole-hearted sympathy and all such support as it might be possible to render.": [479, 796, 627, 998]
paragraph: Mr King: "Mr Kirkwood says I never do any work. It is quite true that at the time of the Fire Brigade Fete I was too busy to help. I always go the Fire Brigade meetings. Do you ever see him there? The only time I ever saw him there was when they gave him a banquet. As to the A. and P. Association—": [792, 1093, 940, 1199]
subheading: A DANGER TO THE EMPIRE.: [333, 1600, 460, 1611]
subheading: DAMAGE TO TREES.: [663, 1390, 756, 1401]
paragraph: Mr Churchill dismissed the question as irrelevant.: [323, 1140, 471, 1162]
paragraph: Sir,—May I call the attention of those in authority to the great danger to the public which exists in the blocking up of the main passage to the upstairs exits in the Town Hall. Only one person can pass at a time between the wall and the erection for enclosing the cinematograph lantern. In a time of panic, should such unfortunately occur, it would be a veritable death trap, and it is difficult to understand why the structure was allowed to be placed where it is. I am, etc.,: [10, 435, 158, 605]
ornament: ◆: [550, 75, 557, 84]
section-heading: ATTEMPTED BLACKMAIL.: [174, 871, 307, 883]
subheading: IN WEST AUSTRALIA.: [191, 108, 289, 118]
paragraph: Mr Asquith, after his statement in the House of Commons, had an audience with the King.: [323, 1219, 471, 1251]
divider: [490, 1277, 618, 1278]
news-credit: (Received 8 a.m.): [363, 1614, 431, 1624]
paragraph: Villa is still angling for American support. He suggests that he and his men be taken by American transports to Vera Cruz and let loose against Huerta's force.: [479, 539, 627, 603]
divider: [646, 1305, 774, 1306]
paragraph: At dawn the vessels parted, and met again at Cardigan Bay, where they completed the task.: [323, 633, 471, 666]
article-headline: The Ulster Crisis.: [329, 36, 464, 55]
divider: [490, 1038, 618, 1039]
paragraph: Mr Churchill, in the House of Commons, explained that the reason for ordering naval officers in Ulster to land in plain clothes was to avoid creating any unnecessary alarm or irritation.: [323, 1009, 471, 1073]
divider: [333, 1475, 461, 1476]
column-2: [163, 32, 320, 1724]
paragraph: Mr King: "I knew it was no good kicking a dead horse; you can't gal-: [792, 1712, 940, 1744]
news-credit: [By Electric Telegraph—Copyright] [United Press Association.] (Received 9.40 a.m.): [167, 122, 313, 150]
paragraph: President Wilson declares that whatever mediation may produce he will stand firm by his original declaration that Huerta must go.: [479, 460, 627, 503]
page-number: 7: [1096, 8, 1104, 22]
dateline: Marton, April 29.: [46, 113, 122, 124]
paragraph: British, German and French influence is being strongly used to induce the United States to make every effort to settle the Mexican difficulty peacefully.: [479, 165, 627, 218]
ornament: ◆: [237, 75, 244, 84]
